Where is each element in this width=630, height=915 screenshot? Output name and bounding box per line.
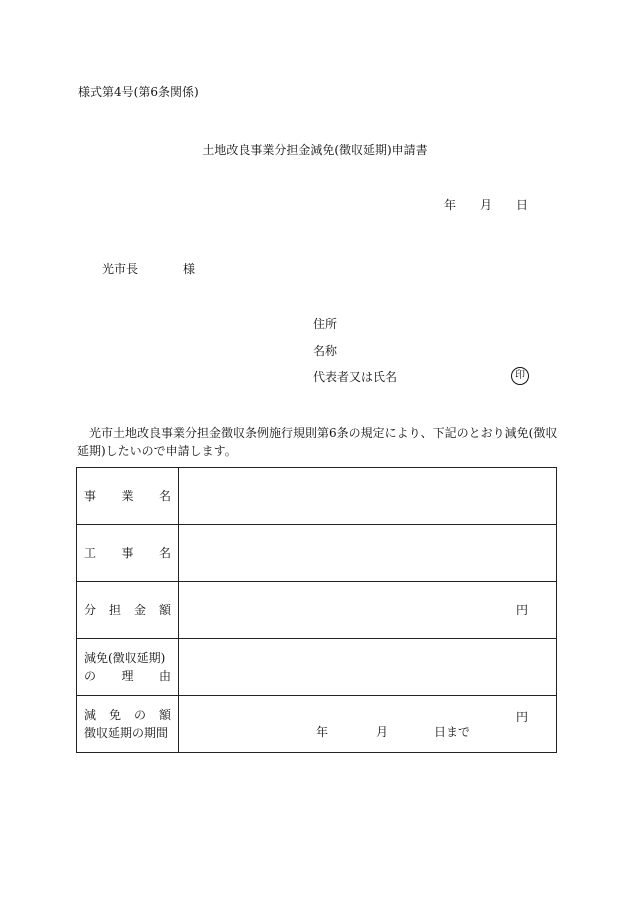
yen-unit: 円 [515, 710, 528, 724]
deferral-period-label: 徴収延期の期間 [84, 726, 169, 740]
label-char: 分 [84, 603, 97, 617]
label-char: 減 [84, 708, 97, 722]
reason-field[interactable] [179, 639, 557, 696]
addressee-name: 光市長 [102, 262, 139, 276]
document-title: 土地改良事業分担金減免(徴収延期)申請書 [202, 143, 428, 157]
label-char: 名 [158, 489, 171, 503]
table-row-charge-amount [77, 582, 557, 639]
date-year-label: 年 [444, 198, 457, 212]
applicant-name-label: 名称 [313, 344, 338, 358]
label-char: 由 [158, 669, 171, 683]
charge-amount-field[interactable] [179, 582, 557, 639]
deferral-year-label: 年 [316, 725, 329, 739]
table-row-project-name [77, 468, 557, 525]
work-name-label [77, 525, 179, 582]
deferral-day-label: 日まで [434, 725, 471, 739]
label-char: 理 [121, 669, 134, 683]
application-form-table [76, 467, 557, 753]
addressee-honorific: 様 [183, 262, 196, 276]
deferral-month-label: 月 [376, 725, 389, 739]
label-char: 業 [121, 489, 134, 503]
date-day-label: 日 [516, 198, 529, 212]
label-char: 免 [108, 708, 121, 722]
label-char: 事 [84, 489, 97, 503]
project-name-label [77, 468, 179, 525]
table-row-work-name [77, 525, 557, 582]
applicant-address-label: 住所 [313, 317, 338, 331]
label-char: 工 [84, 546, 97, 560]
reduction-field[interactable] [179, 696, 557, 753]
applicant-representative-label: 代表者又は氏名 [313, 370, 398, 384]
date-month-label: 月 [480, 198, 493, 212]
label-char: 名 [158, 546, 171, 560]
label-char: 金 [133, 603, 146, 617]
table-row-reduction [77, 696, 557, 753]
label-char: の [133, 708, 146, 722]
work-name-field[interactable] [179, 525, 557, 582]
reason-label-line1: 減免(徴収延期) [84, 651, 166, 665]
reason-label [77, 639, 179, 696]
application-statement: 光市土地改良事業分担金徴収条例施行規則第6条の規定により、下記のとおり減免(徴収延期)したいので申請します。 [77, 426, 558, 458]
label-char: 額 [158, 603, 171, 617]
seal-mark: 印 [511, 367, 529, 385]
label-char: 事 [121, 546, 134, 560]
label-char: 額 [158, 708, 171, 722]
yen-unit: 円 [515, 603, 528, 617]
reduction-label [77, 696, 179, 753]
label-char: 担 [108, 603, 121, 617]
charge-amount-label [77, 582, 179, 639]
table-row-reason [77, 639, 557, 696]
form-number: 様式第4号(第6条関係) [78, 85, 199, 99]
project-name-field[interactable] [179, 468, 557, 525]
label-char: の [84, 669, 97, 683]
